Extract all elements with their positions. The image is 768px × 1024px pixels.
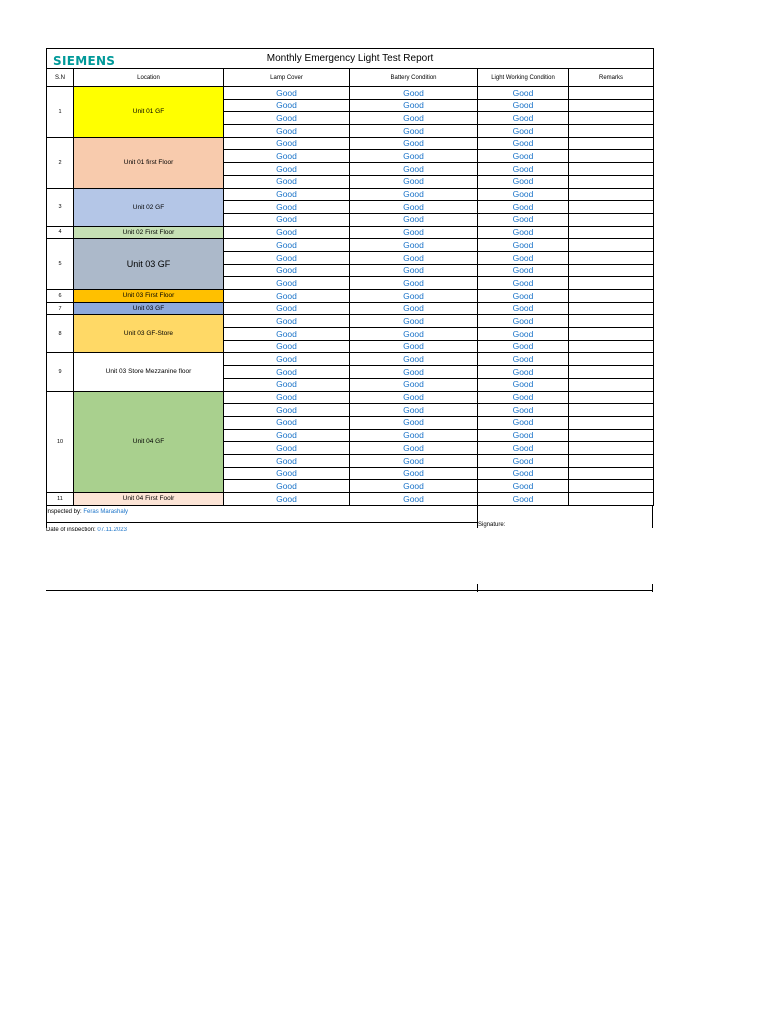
date-value: 07.11.2023 [97, 526, 127, 531]
lamp-cover-cell: Good [224, 480, 350, 493]
battery-cell: Good [350, 404, 478, 417]
table-row [47, 137, 654, 150]
remarks-cell [569, 353, 654, 366]
battery-cell: Good [350, 112, 478, 125]
battery-cell: Good [350, 391, 478, 404]
battery-cell: Good [350, 188, 478, 201]
battery-cell: Good [350, 175, 478, 188]
inspected-by-label: Inspected by: [46, 508, 82, 515]
sn-cell: 1 [47, 87, 74, 138]
location-cell: Unit 03 GF [74, 239, 224, 290]
table-row [47, 226, 654, 239]
inspected-by-value: Feras Marashaly [83, 508, 129, 515]
sn-cell: 2 [47, 137, 74, 188]
location-cell: Unit 04 First Foolr [74, 493, 224, 506]
battery-cell: Good [350, 480, 478, 493]
location-cell: Unit 03 GF-Store [74, 315, 224, 353]
lamp-cover-cell: Good [224, 239, 350, 252]
remarks-cell [569, 328, 654, 341]
sn-cell: 11 [47, 493, 74, 506]
lamp-cover-cell: Good [224, 125, 350, 138]
lamp-cover-cell: Good [224, 226, 350, 239]
lamp-cover-cell: Good [224, 340, 350, 353]
date-of-inspection [46, 527, 127, 531]
lamp-cover-cell: Good [224, 416, 350, 429]
battery-cell: Good [350, 99, 478, 112]
lamp-cover-cell: Good [224, 391, 350, 404]
sn-cell: 4 [47, 226, 74, 239]
light-working-cell: Good [478, 404, 569, 417]
table-row [47, 493, 654, 506]
lamp-cover-cell: Good [224, 264, 350, 277]
light-working-cell: Good [478, 150, 569, 163]
table-row [47, 302, 654, 315]
lamp-cover-cell: Good [224, 251, 350, 264]
remarks-cell [569, 137, 654, 150]
sn-cell: 3 [47, 188, 74, 226]
lamp-cover-cell: Good [224, 429, 350, 442]
emergency-light-report [46, 48, 653, 592]
battery-cell: Good [350, 302, 478, 315]
battery-cell: Good [350, 125, 478, 138]
light-working-cell: Good [478, 315, 569, 328]
light-working-cell: Good [478, 467, 569, 480]
lamp-cover-cell: Good [224, 290, 350, 303]
light-working-cell: Good [478, 188, 569, 201]
lamp-cover-cell: Good [224, 467, 350, 480]
lamp-cover-cell: Good [224, 378, 350, 391]
light-working-cell: Good [478, 378, 569, 391]
light-working-cell: Good [478, 201, 569, 214]
table-row [47, 188, 654, 201]
lamp-cover-cell: Good [224, 99, 350, 112]
lamp-cover-cell: Good [224, 277, 350, 290]
remarks-cell [569, 87, 654, 100]
sn-cell: 10 [47, 391, 74, 493]
lamp-cover-cell: Good [224, 213, 350, 226]
sn-cell: 7 [47, 302, 74, 315]
lamp-cover-cell: Good [224, 353, 350, 366]
report-title: Monthly Emergency Light Test Report [266, 53, 434, 64]
light-working-cell: Good [478, 112, 569, 125]
location-cell: Unit 03 First Floor [74, 290, 224, 303]
lamp-cover-cell: Good [224, 493, 350, 506]
light-working-cell: Good [478, 429, 569, 442]
battery-cell: Good [350, 378, 478, 391]
lamp-cover-cell: Good [224, 366, 350, 379]
lamp-cover-cell: Good [224, 137, 350, 150]
lamp-cover-cell: Good [224, 454, 350, 467]
battery-cell: Good [350, 366, 478, 379]
inspection-footer [46, 506, 653, 592]
light-working-cell: Good [478, 366, 569, 379]
light-working-cell: Good [478, 175, 569, 188]
remarks-cell [569, 442, 654, 455]
remarks-cell [569, 493, 654, 506]
remarks-cell [569, 416, 654, 429]
light-working-cell: Good [478, 99, 569, 112]
remarks-cell [569, 378, 654, 391]
remarks-cell [569, 277, 654, 290]
remarks-cell [569, 366, 654, 379]
light-working-cell: Good [478, 493, 569, 506]
location-cell: Unit 03 Store Mezzanine floor [74, 353, 224, 391]
header-battery-condition: Battery Condition [350, 69, 478, 87]
remarks-cell [569, 302, 654, 315]
location-cell: Unit 01 first Floor [74, 137, 224, 188]
lamp-cover-cell: Good [224, 302, 350, 315]
battery-cell: Good [350, 493, 478, 506]
remarks-cell [569, 99, 654, 112]
light-working-cell: Good [478, 391, 569, 404]
lamp-cover-cell: Good [224, 404, 350, 417]
lamp-cover-cell: Good [224, 87, 350, 100]
light-working-cell: Good [478, 454, 569, 467]
battery-cell: Good [350, 264, 478, 277]
header-light-working-condition: Light Working Condition [478, 69, 569, 87]
remarks-cell [569, 480, 654, 493]
header-sn: S.N [47, 69, 74, 87]
battery-cell: Good [350, 87, 478, 100]
remarks-cell [569, 163, 654, 176]
table-row [47, 391, 654, 404]
lamp-cover-cell: Good [224, 150, 350, 163]
table-row [47, 239, 654, 252]
battery-cell: Good [350, 442, 478, 455]
header-remarks: Remarks [569, 69, 654, 87]
location-cell: Unit 03 GF [74, 302, 224, 315]
location-cell: Unit 02 First Floor [74, 226, 224, 239]
remarks-cell [569, 213, 654, 226]
light-working-cell: Good [478, 328, 569, 341]
table-row [47, 87, 654, 100]
light-working-cell: Good [478, 239, 569, 252]
light-working-cell: Good [478, 125, 569, 138]
sn-cell: 5 [47, 239, 74, 290]
lamp-cover-cell: Good [224, 163, 350, 176]
remarks-cell [569, 264, 654, 277]
report-table [46, 48, 654, 506]
battery-cell: Good [350, 201, 478, 214]
battery-cell: Good [350, 315, 478, 328]
remarks-cell [569, 201, 654, 214]
siemens-logo: SIEMENS [53, 54, 116, 68]
table-row [47, 315, 654, 328]
light-working-cell: Good [478, 340, 569, 353]
light-working-cell: Good [478, 213, 569, 226]
light-working-cell: Good [478, 137, 569, 150]
title-row [47, 49, 654, 69]
battery-cell: Good [350, 328, 478, 341]
light-working-cell: Good [478, 442, 569, 455]
lamp-cover-cell: Good [224, 201, 350, 214]
battery-cell: Good [350, 454, 478, 467]
light-working-cell: Good [478, 163, 569, 176]
light-working-cell: Good [478, 302, 569, 315]
battery-cell: Good [350, 290, 478, 303]
battery-cell: Good [350, 467, 478, 480]
remarks-cell [569, 125, 654, 138]
light-working-cell: Good [478, 87, 569, 100]
remarks-cell [569, 239, 654, 252]
remarks-cell [569, 290, 654, 303]
battery-cell: Good [350, 429, 478, 442]
remarks-cell [569, 467, 654, 480]
remarks-cell [569, 454, 654, 467]
light-working-cell: Good [478, 264, 569, 277]
battery-cell: Good [350, 251, 478, 264]
battery-cell: Good [350, 239, 478, 252]
location-cell: Unit 01 GF [74, 87, 224, 138]
battery-cell: Good [350, 226, 478, 239]
light-working-cell: Good [478, 277, 569, 290]
light-working-cell: Good [478, 480, 569, 493]
battery-cell: Good [350, 340, 478, 353]
remarks-cell [569, 251, 654, 264]
remarks-cell [569, 226, 654, 239]
date-label: Date of inspection: [46, 526, 96, 531]
sn-cell: 8 [47, 315, 74, 353]
battery-cell: Good [350, 277, 478, 290]
lamp-cover-cell: Good [224, 442, 350, 455]
remarks-cell [569, 112, 654, 125]
location-cell: Unit 04 GF [74, 391, 224, 493]
remarks-cell [569, 391, 654, 404]
location-cell: Unit 02 GF [74, 188, 224, 226]
light-working-cell: Good [478, 416, 569, 429]
battery-cell: Good [350, 353, 478, 366]
light-working-cell: Good [478, 290, 569, 303]
light-working-cell: Good [478, 226, 569, 239]
lamp-cover-cell: Good [224, 328, 350, 341]
sn-cell: 9 [47, 353, 74, 391]
remarks-cell [569, 175, 654, 188]
lamp-cover-cell: Good [224, 188, 350, 201]
remarks-cell [569, 150, 654, 163]
signature-label: Signature: [478, 521, 506, 528]
lamp-cover-cell: Good [224, 112, 350, 125]
battery-cell: Good [350, 213, 478, 226]
light-working-cell: Good [478, 251, 569, 264]
lamp-cover-cell: Good [224, 315, 350, 328]
remarks-cell [569, 188, 654, 201]
battery-cell: Good [350, 137, 478, 150]
remarks-cell [569, 429, 654, 442]
table-row [47, 353, 654, 366]
header-location: Location [74, 69, 224, 87]
battery-cell: Good [350, 163, 478, 176]
light-working-cell: Good [478, 353, 569, 366]
remarks-cell [569, 340, 654, 353]
battery-cell: Good [350, 150, 478, 163]
lamp-cover-cell: Good [224, 175, 350, 188]
battery-cell: Good [350, 416, 478, 429]
sn-cell: 6 [47, 290, 74, 303]
remarks-cell [569, 315, 654, 328]
table-row [47, 290, 654, 303]
header-lamp-cover: Lamp Cover [224, 69, 350, 87]
inspected-by [46, 509, 128, 515]
remarks-cell [569, 404, 654, 417]
